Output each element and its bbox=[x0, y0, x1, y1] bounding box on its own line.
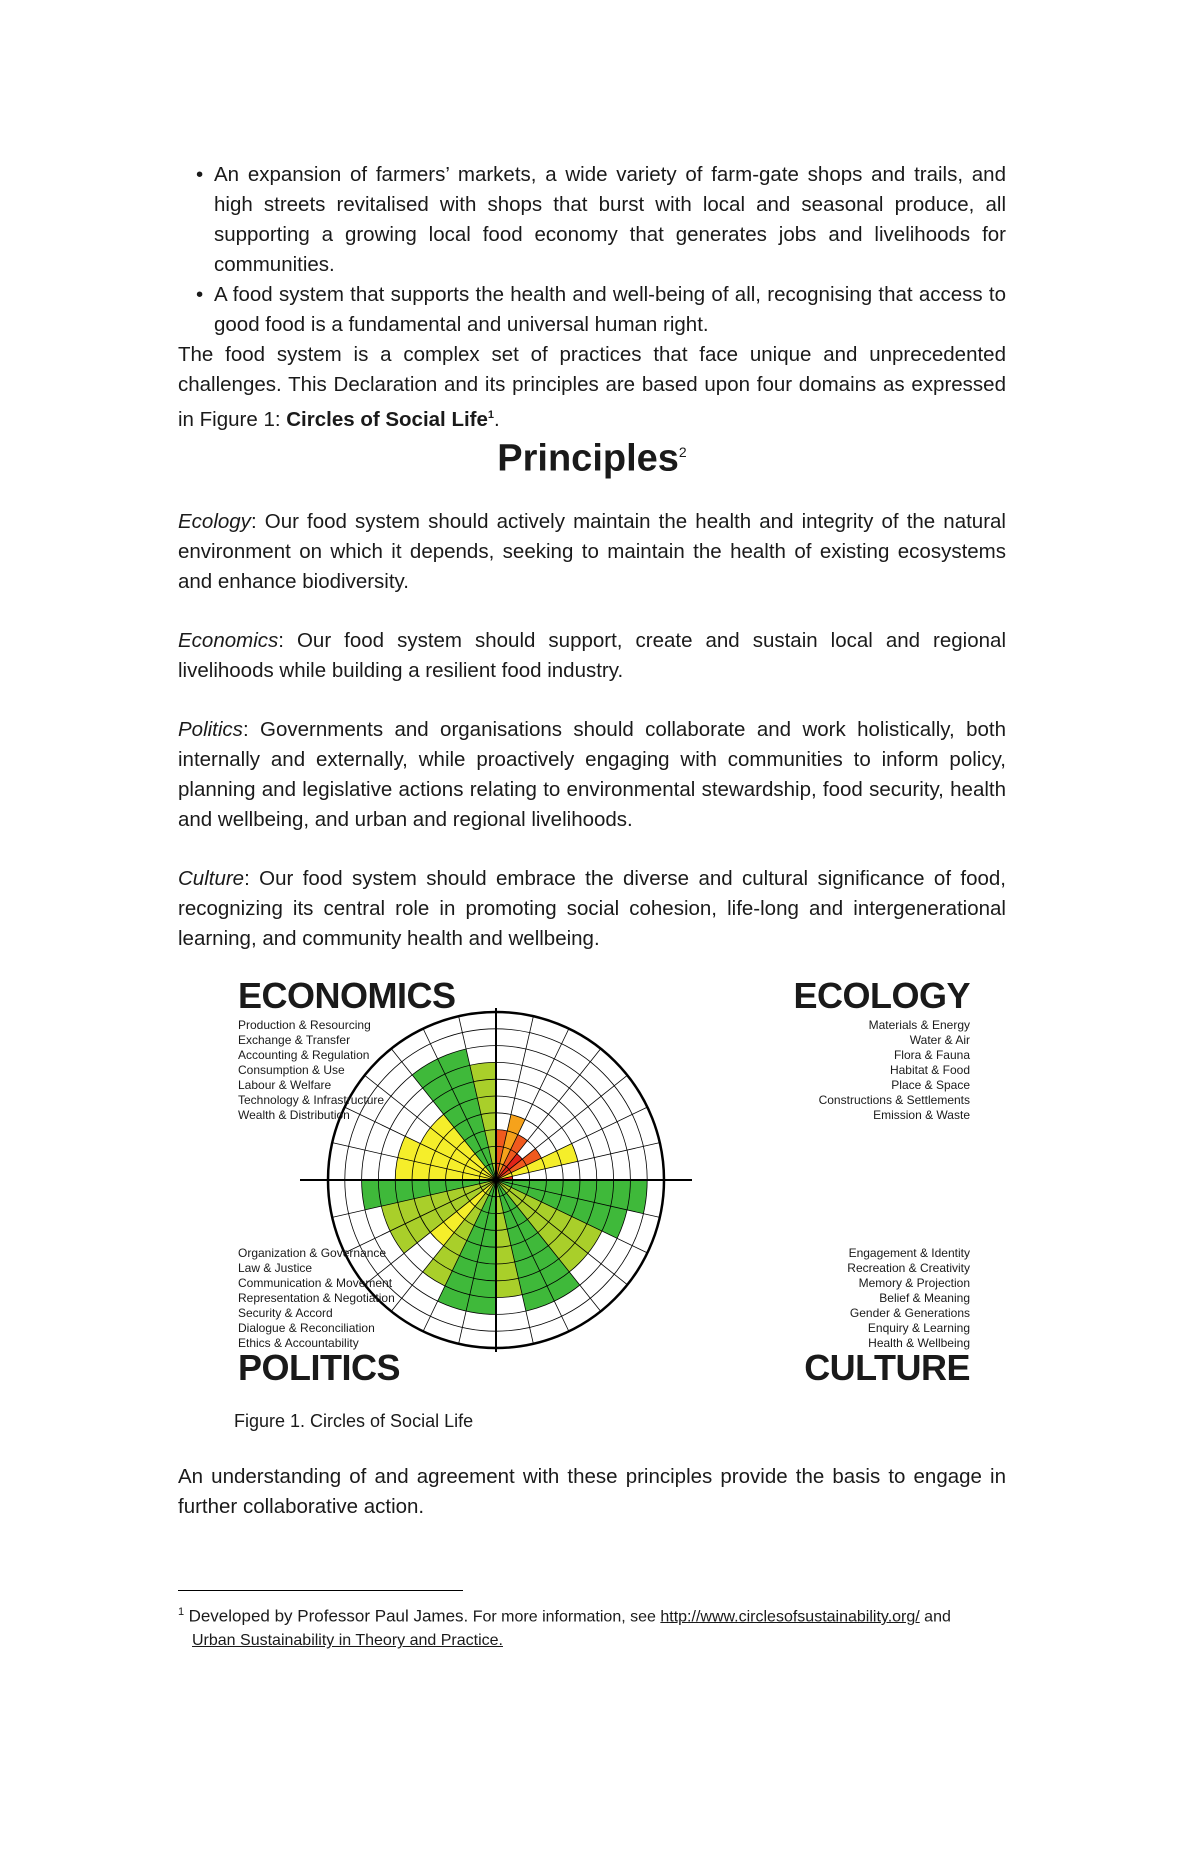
bullet-list bbox=[196, 160, 1006, 340]
principle-text: : Our food system should support, create and sustain local and regional livelihoods while building a resilient food industry. bbox=[178, 629, 1006, 682]
footnote bbox=[178, 1600, 1008, 1653]
politics-title: POLITICS bbox=[238, 1347, 401, 1388]
ecology-list-item: Place & Space bbox=[891, 1078, 970, 1092]
ecology-list bbox=[819, 1018, 970, 1123]
principle-name: Culture bbox=[178, 867, 245, 890]
intro-text: The food system is a complex set of practices that face unique and unprecedented challenges. This Declaration and its principles are based upon four domains as expressed in Figure 1: bbox=[178, 343, 1006, 431]
principle-text: : Governments and organisations should collaborate and work holistically, both internally and externally, while proactively engaging with communities to inform policy, planning and legislative actions relating to environmental stewardship, food security, health and wellbeing, and urban and regional livelihoods. bbox=[178, 718, 1006, 831]
intro-end: . bbox=[494, 407, 500, 431]
closing-paragraph: An understanding of and agreement with these principles provide the basis to engage in further collaborative action. bbox=[178, 1465, 1006, 1518]
culture-list-item: Enquiry & Learning bbox=[867, 1321, 970, 1335]
heading-footnote-mark[interactable]: 2 bbox=[678, 444, 687, 460]
culture-list-item: Gender & Generations bbox=[849, 1306, 970, 1320]
ecology-list-item: Materials & Energy bbox=[868, 1018, 970, 1032]
footnote-divider bbox=[178, 1590, 463, 1591]
ecology-title: ECOLOGY bbox=[793, 975, 970, 1016]
ecology-list-item: Flora & Fauna bbox=[893, 1048, 970, 1062]
principle-text: : Our food system should embrace the diverse and cultural significance of food, recognizing its central role in promoting social cohesion, life-long and intergenerational learning, and community health and wellbeing. bbox=[178, 867, 1006, 950]
politics-list-item: Ethics & Accountability bbox=[238, 1336, 359, 1350]
economics-list-item: Technology & Infrastructure bbox=[238, 1093, 385, 1107]
economics-list-item: Exchange & Transfer bbox=[238, 1033, 351, 1047]
principle-name: Economics bbox=[178, 629, 279, 652]
economics-list-item: Labour & Welfare bbox=[238, 1078, 332, 1092]
culture-list-item: Recreation & Creativity bbox=[847, 1261, 970, 1275]
culture-list bbox=[847, 1246, 970, 1351]
culture-list-item: Health & Wellbeing bbox=[868, 1336, 970, 1350]
intro-paragraph bbox=[178, 340, 1006, 435]
politics-list-item: Security & Accord bbox=[238, 1306, 333, 1320]
page-heading bbox=[0, 428, 1184, 483]
footnote-text: For more information, see bbox=[468, 1608, 661, 1626]
principle-name: Ecology bbox=[178, 510, 251, 533]
principle-politics bbox=[178, 715, 1006, 835]
intro-bold: Circles of Social Life bbox=[286, 407, 488, 431]
figure-caption: Figure 1. Circles of Social Life bbox=[234, 1411, 474, 1431]
economics-list-item: Consumption & Use bbox=[238, 1063, 345, 1077]
principle-culture bbox=[178, 864, 1006, 954]
politics-list-item: Law & Justice bbox=[238, 1261, 313, 1275]
economics-title: ECONOMICS bbox=[238, 975, 456, 1016]
politics-list bbox=[238, 1246, 395, 1351]
ecology-list-item: Emission & Waste bbox=[873, 1108, 970, 1122]
politics-list-item: Representation & Negotiation bbox=[238, 1291, 395, 1305]
principle-text: : Our food system should actively maintain the health and integrity of the natural environment on which it depends, seeking to maintain the health of existing ecosystems and enhance biodiversity. bbox=[178, 510, 1006, 593]
politics-list-item: Dialogue & Reconciliation bbox=[238, 1321, 375, 1335]
culture-list-item: Belief & Meaning bbox=[879, 1291, 970, 1305]
footnote-number: 1 bbox=[178, 1606, 185, 1618]
urban-sustainability-link[interactable]: Urban Sustainability in Theory and Practice. bbox=[192, 1632, 503, 1650]
economics-list bbox=[238, 1018, 384, 1123]
ecology-list-item: Constructions & Settlements bbox=[818, 1093, 970, 1107]
culture-list-item: Engagement & Identity bbox=[848, 1246, 970, 1260]
bullet-item: • A food system that supports the health and well-being of all, recognising that access to good food is a fundamental and universal human right. bbox=[196, 280, 1006, 340]
heading-title: Principles bbox=[497, 437, 679, 480]
circles-of-social-life-figure bbox=[230, 970, 970, 1390]
principle-economics bbox=[178, 626, 1006, 686]
footnote-mark[interactable]: 1 bbox=[487, 409, 495, 421]
economics-list-item: Production & Resourcing bbox=[238, 1018, 371, 1032]
principle-name: Politics bbox=[178, 718, 243, 741]
economics-list-item: Accounting & Regulation bbox=[238, 1048, 370, 1062]
footnote-author: Developed by Professor Paul James. bbox=[188, 1606, 469, 1626]
politics-list-item: Organization & Governance bbox=[238, 1246, 387, 1260]
circles-link[interactable]: http://www.circlesofsustainability.org/ bbox=[660, 1608, 920, 1626]
bullet-item: • An expansion of farmers’ markets, a wide variety of farm-gate shops and trails, and high streets revitalised with shops that burst with local and seasonal produce, all supporting a growing local food economy that generates jobs and livelihoods for communities. bbox=[196, 160, 1006, 280]
politics-list-item: Communication & Movement bbox=[238, 1276, 393, 1290]
footnote-and: and bbox=[919, 1608, 951, 1626]
ecology-list-item: Water & Air bbox=[909, 1033, 970, 1047]
culture-list-item: Memory & Projection bbox=[858, 1276, 970, 1290]
culture-title: CULTURE bbox=[804, 1347, 970, 1388]
ecology-list-item: Habitat & Food bbox=[889, 1063, 970, 1077]
principle-ecology bbox=[178, 507, 1006, 597]
economics-list-item: Wealth & Distribution bbox=[238, 1108, 350, 1122]
